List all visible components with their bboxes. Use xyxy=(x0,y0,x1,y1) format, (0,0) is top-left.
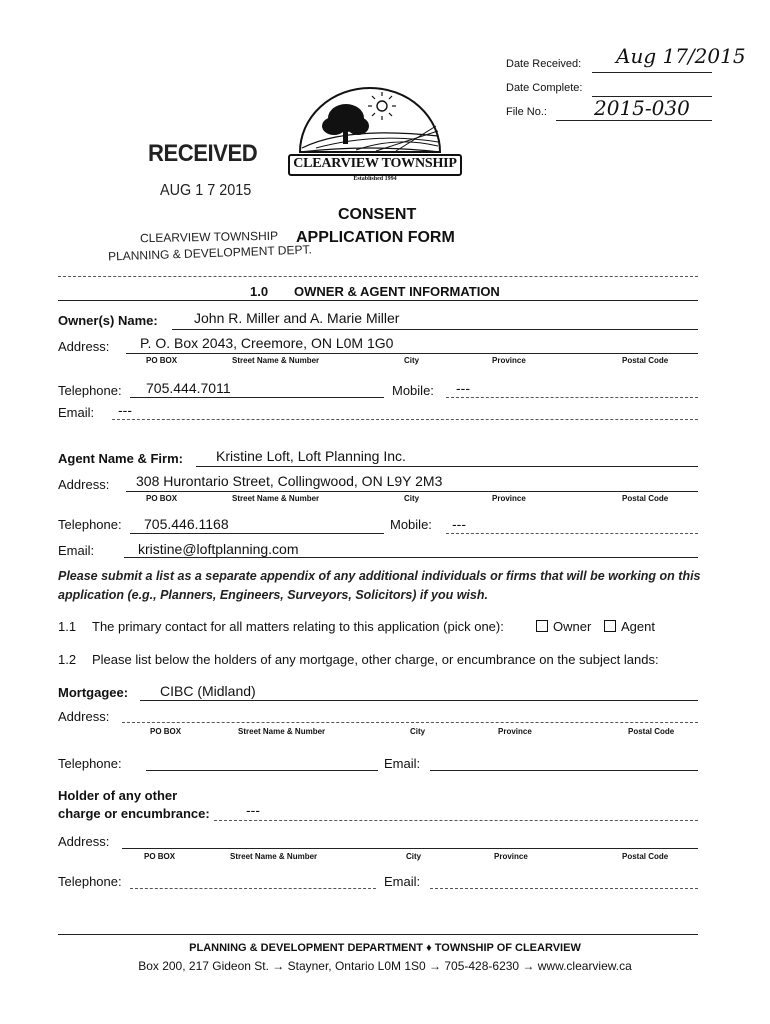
agent-checkbox[interactable] xyxy=(604,620,616,632)
agent-email-value[interactable]: kristine@loftplanning.com xyxy=(138,541,299,557)
section-1-number: 1.0 xyxy=(250,284,269,299)
owner-street-sublabel: Street Name & Number xyxy=(232,356,320,365)
holder-telephone-label: Telephone: xyxy=(58,874,122,889)
mortgagee-po-sublabel: PO BOX xyxy=(150,727,182,736)
agent-city-sublabel: City xyxy=(404,494,420,503)
form-title-application: APPLICATION FORM xyxy=(296,229,455,246)
holder-telephone-line[interactable] xyxy=(130,888,376,889)
agent-option[interactable] xyxy=(604,619,655,634)
holder-label-line2: charge or encumbrance: xyxy=(58,806,210,821)
q11-text: The primary contact for all matters relating to this application (pick one): xyxy=(92,619,504,634)
owner-checkbox[interactable] xyxy=(536,620,548,632)
mortgagee-street-sublabel: Street Name & Number xyxy=(238,727,326,736)
holder-line xyxy=(214,820,698,821)
received-stamp-line2: PLANNING & DEVELOPMENT DEPT. xyxy=(107,242,313,264)
received-stamp: RECEIVED xyxy=(148,140,258,167)
holder-po-sublabel: PO BOX xyxy=(144,852,176,861)
owner-option[interactable] xyxy=(536,619,591,634)
q12-text: Please list below the holders of any mortgage, other charge, or encumbrance on the subject lands: xyxy=(92,652,659,667)
agent-email-line xyxy=(124,557,698,558)
holder-street-sublabel: Street Name & Number xyxy=(230,852,318,861)
owner-telephone-line xyxy=(130,397,384,398)
owner-telephone-value[interactable]: 705.444.7011 xyxy=(146,380,231,396)
agent-address-label: Address: xyxy=(58,477,110,492)
agent-mobile-label: Mobile: xyxy=(390,517,432,532)
agent-option-label: Agent xyxy=(621,619,655,634)
mortgagee-telephone-line[interactable] xyxy=(146,770,378,771)
owner-telephone-label: Telephone: xyxy=(58,383,122,398)
agent-province-sublabel: Province xyxy=(492,494,526,503)
agent-name-line xyxy=(196,466,698,467)
agent-name-value[interactable]: Kristine Loft, Loft Planning Inc. xyxy=(216,448,406,464)
agent-telephone-label: Telephone: xyxy=(58,517,122,532)
date-received-value[interactable]: Aug 17/2015 xyxy=(616,44,746,68)
footer-address: Box 200, 217 Gideon St. → Stayner, Ontario L0M 1S0 → 705-428-6230 → www.clearview.ca xyxy=(138,959,632,973)
agent-postal-sublabel: Postal Code xyxy=(622,494,669,503)
mortgagee-email-line[interactable] xyxy=(430,770,698,771)
appendix-note: Please submit a list as a separate appendix of any additional individuals or firms that will be working on this application (e.g., Planners, Engineers, Surveyors, Solicitors) if you wish. xyxy=(58,569,701,602)
holder-email-line[interactable] xyxy=(430,888,698,889)
mortgagee-label: Mortgagee: xyxy=(58,685,129,700)
owner-address-line xyxy=(126,353,698,354)
date-complete-label: Date Complete: xyxy=(506,82,583,94)
mortgagee-city-sublabel: City xyxy=(410,727,426,736)
footer-department: PLANNING & DEVELOPMENT DEPARTMENT ♦ TOWNSHIP OF CLEARVIEW xyxy=(189,942,581,954)
q12-number: 1.2 xyxy=(58,652,77,667)
mortgagee-postal-sublabel: Postal Code xyxy=(628,727,675,736)
holder-address-line[interactable] xyxy=(122,848,698,849)
date-received-line xyxy=(592,72,712,73)
form-title-consent: CONSENT xyxy=(338,206,417,223)
holder-province-sublabel: Province xyxy=(494,852,528,861)
owner-city-sublabel: City xyxy=(404,356,420,365)
owner-email-line xyxy=(112,419,698,420)
agent-mobile-line xyxy=(446,533,698,534)
owner-name-value[interactable]: John R. Miller and A. Marie Miller xyxy=(194,310,400,326)
holder-value[interactable]: --- xyxy=(246,802,260,818)
mortgagee-line xyxy=(140,700,698,701)
owner-name-line xyxy=(172,329,698,330)
agent-address-value[interactable]: 308 Hurontario Street, Collingwood, ON L9Y 2M3 xyxy=(136,473,443,489)
owner-province-sublabel: Province xyxy=(492,356,526,365)
owner-email-value[interactable]: --- xyxy=(118,402,132,418)
agent-po-sublabel: PO BOX xyxy=(146,494,178,503)
owner-mobile-value[interactable]: --- xyxy=(456,380,470,396)
logo-name: CLEARVIEW TOWNSHIP xyxy=(293,156,457,171)
agent-name-label: Agent Name & Firm: xyxy=(58,451,183,466)
holder-postal-sublabel: Postal Code xyxy=(622,852,669,861)
mortgagee-province-sublabel: Province xyxy=(498,727,532,736)
section-heading-line xyxy=(58,300,698,301)
mortgagee-email-label: Email: xyxy=(384,756,421,771)
owner-mobile-label: Mobile: xyxy=(392,383,434,398)
agent-telephone-value[interactable]: 705.446.1168 xyxy=(144,516,229,532)
mortgagee-value[interactable]: CIBC (Midland) xyxy=(160,683,256,699)
file-no-value[interactable]: 2015-030 xyxy=(594,96,690,120)
agent-email-label: Email: xyxy=(58,543,95,558)
owner-address-label: Address: xyxy=(58,339,110,354)
agent-address-line xyxy=(126,491,698,492)
logo-established: Established 1994 xyxy=(353,176,397,182)
mortgagee-address-line[interactable] xyxy=(122,722,698,723)
owner-name-label: Owner(s) Name: xyxy=(58,313,158,328)
owner-email-label: Email: xyxy=(58,405,95,420)
footer-rule xyxy=(58,934,698,935)
holder-city-sublabel: City xyxy=(406,852,422,861)
holder-email-label: Email: xyxy=(384,874,421,889)
received-stamp-line1: CLEARVIEW TOWNSHIP xyxy=(139,228,279,246)
owner-mobile-line xyxy=(446,397,698,398)
owner-option-label: Owner xyxy=(553,619,592,634)
section-1-title: OWNER & AGENT INFORMATION xyxy=(294,284,500,299)
date-received-label: Date Received: xyxy=(506,58,582,70)
q11-number: 1.1 xyxy=(58,619,77,634)
mortgagee-address-label: Address: xyxy=(58,709,110,724)
section-divider xyxy=(58,276,698,277)
agent-mobile-value[interactable]: --- xyxy=(452,516,466,532)
owner-po-sublabel: PO BOX xyxy=(146,356,178,365)
mortgagee-telephone-label: Telephone: xyxy=(58,756,122,771)
agent-telephone-line xyxy=(130,533,384,534)
received-stamp-date: AUG 1 7 2015 xyxy=(160,182,252,199)
holder-address-label: Address: xyxy=(58,834,110,849)
owner-address-value[interactable]: P. O. Box 2043, Creemore, ON L0M 1G0 xyxy=(140,335,394,351)
clearview-logo xyxy=(286,86,464,196)
file-no-line xyxy=(556,120,712,121)
agent-street-sublabel: Street Name & Number xyxy=(232,494,320,503)
holder-label-line1: Holder of any other xyxy=(58,788,178,803)
file-no-label: File No.: xyxy=(506,106,547,118)
owner-postal-sublabel: Postal Code xyxy=(622,356,669,365)
